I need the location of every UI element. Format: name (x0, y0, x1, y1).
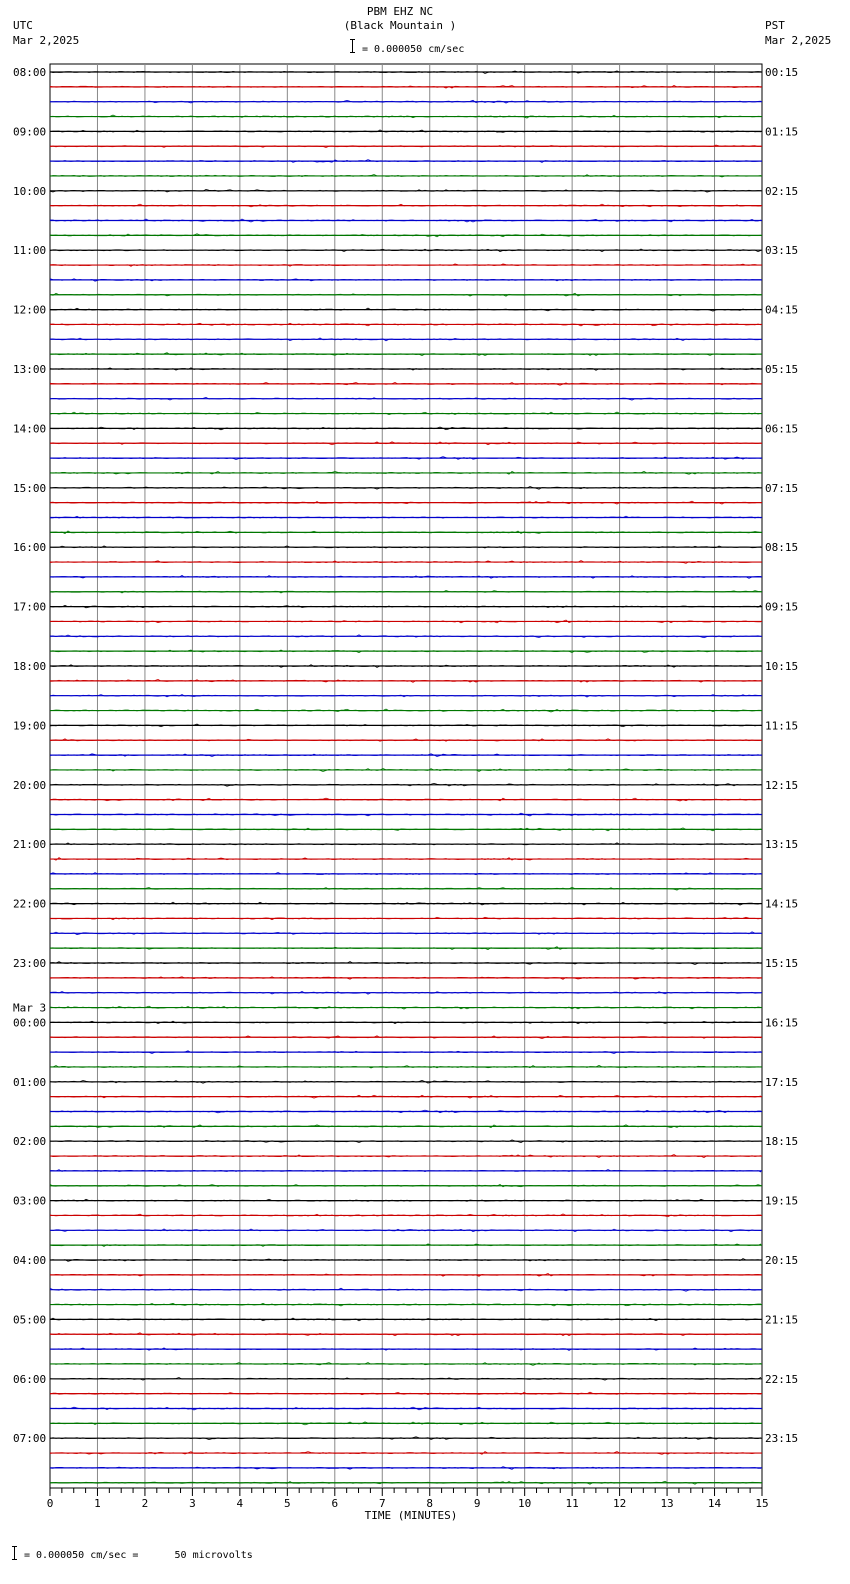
seismic-trace (50, 234, 761, 237)
utc-hour-label: 16:00 (13, 541, 47, 555)
seismic-trace (50, 1125, 761, 1128)
seismic-trace (50, 605, 761, 608)
pst-hour-label: 17:15 (765, 1075, 799, 1089)
x-tick-label: 13 (660, 1497, 674, 1510)
utc-hour-label: 08:00 (13, 66, 47, 79)
utc-hour-label: 10:00 (13, 184, 47, 198)
seismic-trace (50, 397, 761, 400)
utc-hour-label: 22:00 (13, 897, 47, 911)
station-location: (Black Mountain ) (343, 19, 457, 32)
seismic-trace (50, 724, 761, 727)
x-tick-label: 5 (284, 1497, 291, 1510)
seismic-trace (50, 1170, 761, 1172)
pst-hour-label: 22:15 (765, 1372, 799, 1386)
seismic-trace (50, 1080, 761, 1083)
x-tick-label: 9 (473, 1497, 481, 1510)
utc-hour-label: 09:00 (13, 125, 47, 139)
pst-hour-label: 05:15 (765, 363, 799, 376)
utc-hour-label: 14:00 (13, 422, 47, 436)
seismic-trace (50, 1021, 761, 1023)
utc-hour-label: 01:00 (13, 1075, 47, 1089)
x-tick-label: 3 (189, 1497, 196, 1510)
pst-hour-label: 10:15 (765, 660, 799, 673)
footer-scale-bar-icon (14, 1546, 15, 1560)
seismic-trace (50, 204, 761, 207)
x-tick-label: 1 (94, 1497, 101, 1510)
footer-scale-note: = 0.000050 cm/sec = 50 microvolts (24, 1550, 253, 1561)
pst-hour-label: 00:15 (765, 66, 799, 79)
seismic-trace (50, 828, 761, 831)
utc-hour-label: 02:00 (13, 1135, 47, 1149)
seismic-trace (50, 1051, 761, 1054)
x-axis-label: TIME (MINUTES) (364, 1509, 458, 1522)
pst-hour-label: 08:15 (765, 541, 799, 555)
seismic-trace (50, 1244, 761, 1246)
seismic-trace (50, 1422, 761, 1425)
seismic-trace (50, 1214, 761, 1217)
left-date: Mar 2,2025 (13, 34, 80, 47)
seismic-trace (50, 175, 761, 177)
seismic-trace (50, 1110, 761, 1113)
seismic-trace (50, 977, 761, 980)
pst-hour-label: 23:15 (765, 1432, 799, 1446)
utc-hour-label: 06:00 (13, 1372, 47, 1386)
seismic-trace (50, 1407, 761, 1410)
station-title: PBM EHZ NC (366, 5, 434, 18)
pst-hour-label: 19:15 (765, 1194, 799, 1208)
seismic-trace (50, 145, 761, 147)
pst-hour-label: 15:15 (765, 957, 799, 970)
seismic-trace (50, 769, 761, 772)
utc-hour-label: 00:00 (13, 1016, 47, 1030)
utc-hour-label: 07:00 (13, 1432, 47, 1446)
pst-hour-label: 18:15 (765, 1135, 799, 1149)
seismic-trace (50, 695, 761, 697)
pst-hour-label: 20:15 (765, 1254, 799, 1267)
seismic-trace (50, 576, 761, 579)
seismic-trace (50, 1229, 761, 1232)
seismic-trace (50, 471, 761, 474)
pst-hour-label: 03:15 (765, 244, 799, 258)
utc-hour-label: 19:00 (13, 719, 47, 733)
seismic-trace (50, 71, 761, 74)
seismic-trace (50, 279, 761, 281)
seismic-trace (50, 1481, 761, 1484)
seismic-trace (50, 1095, 761, 1098)
x-tick-label: 14 (707, 1497, 722, 1510)
right-timezone: PST (765, 19, 785, 32)
seismic-trace (50, 962, 761, 965)
utc-hour-label: 20:00 (13, 778, 47, 792)
utc-hour-label: 21:00 (13, 838, 47, 852)
utc-hour-label: 03:00 (13, 1194, 47, 1208)
scale-text: = 0.000050 cm/sec (362, 44, 465, 55)
x-tick-label: 15 (755, 1497, 769, 1510)
seismic-trace (50, 1452, 761, 1455)
seismic-trace (50, 1303, 761, 1306)
utc-hour-label: 17:00 (13, 600, 47, 614)
seismic-trace (50, 1184, 761, 1186)
seismic-trace (50, 635, 761, 638)
utc-hour-label: 11:00 (13, 244, 47, 258)
seismic-trace (50, 917, 761, 919)
pst-hour-label: 12:15 (765, 778, 799, 792)
seismic-trace (50, 338, 761, 341)
pst-hour-label: 13:15 (765, 838, 799, 852)
pst-hour-label: 21:15 (765, 1313, 799, 1327)
pst-hour-label: 01:15 (765, 125, 799, 139)
x-tick-label: 0 (46, 1497, 54, 1510)
x-tick-label: 10 (518, 1497, 532, 1510)
seismic-trace (50, 264, 761, 266)
seismic-trace (50, 115, 761, 118)
pst-hour-label: 06:15 (765, 422, 799, 436)
utc-hour-label: 13:00 (13, 363, 47, 376)
pst-hour-label: 02:15 (765, 184, 799, 198)
utc-hour-label: 12:00 (13, 303, 47, 317)
pst-hour-label: 07:15 (765, 481, 799, 495)
x-tick-label: 11 (565, 1497, 579, 1510)
seismic-trace (50, 783, 761, 786)
pst-hour-label: 14:15 (765, 897, 799, 911)
x-tick-label: 2 (141, 1497, 149, 1510)
pst-hour-label: 04:15 (765, 303, 799, 317)
utc-hour-label: 04:00 (13, 1254, 47, 1267)
utc-hour-label: 15:00 (13, 481, 47, 495)
seismic-trace (50, 427, 761, 430)
x-tick-label: 8 (426, 1497, 434, 1510)
seismic-trace (50, 487, 761, 490)
seismic-trace (50, 991, 761, 994)
seismic-trace (50, 798, 761, 801)
pst-hour-label: 09:15 (765, 600, 799, 614)
seismic-trace (50, 1140, 761, 1143)
x-tick-label: 7 (378, 1497, 386, 1510)
pst-hour-label: 16:15 (765, 1016, 799, 1030)
seismic-trace (50, 382, 761, 385)
x-tick-label: 4 (236, 1497, 244, 1510)
seismic-trace (50, 754, 761, 757)
utc-hour-label: 23:00 (13, 957, 47, 970)
date-break-label: Mar 3 (13, 1001, 47, 1015)
seismic-trace (50, 1259, 761, 1262)
x-tick-label: 12 (612, 1497, 627, 1510)
left-timezone: UTC (13, 19, 33, 32)
utc-hour-label: 18:00 (13, 660, 47, 673)
seismic-trace (50, 531, 761, 534)
x-tick-label: 6 (331, 1497, 339, 1510)
seismic-trace (50, 1155, 761, 1158)
pst-hour-label: 11:15 (765, 719, 799, 733)
seismic-trace (50, 1377, 761, 1380)
seismic-trace (50, 1467, 761, 1470)
utc-hour-label: 05:00 (13, 1313, 47, 1327)
right-date: Mar 2,2025 (765, 34, 832, 47)
